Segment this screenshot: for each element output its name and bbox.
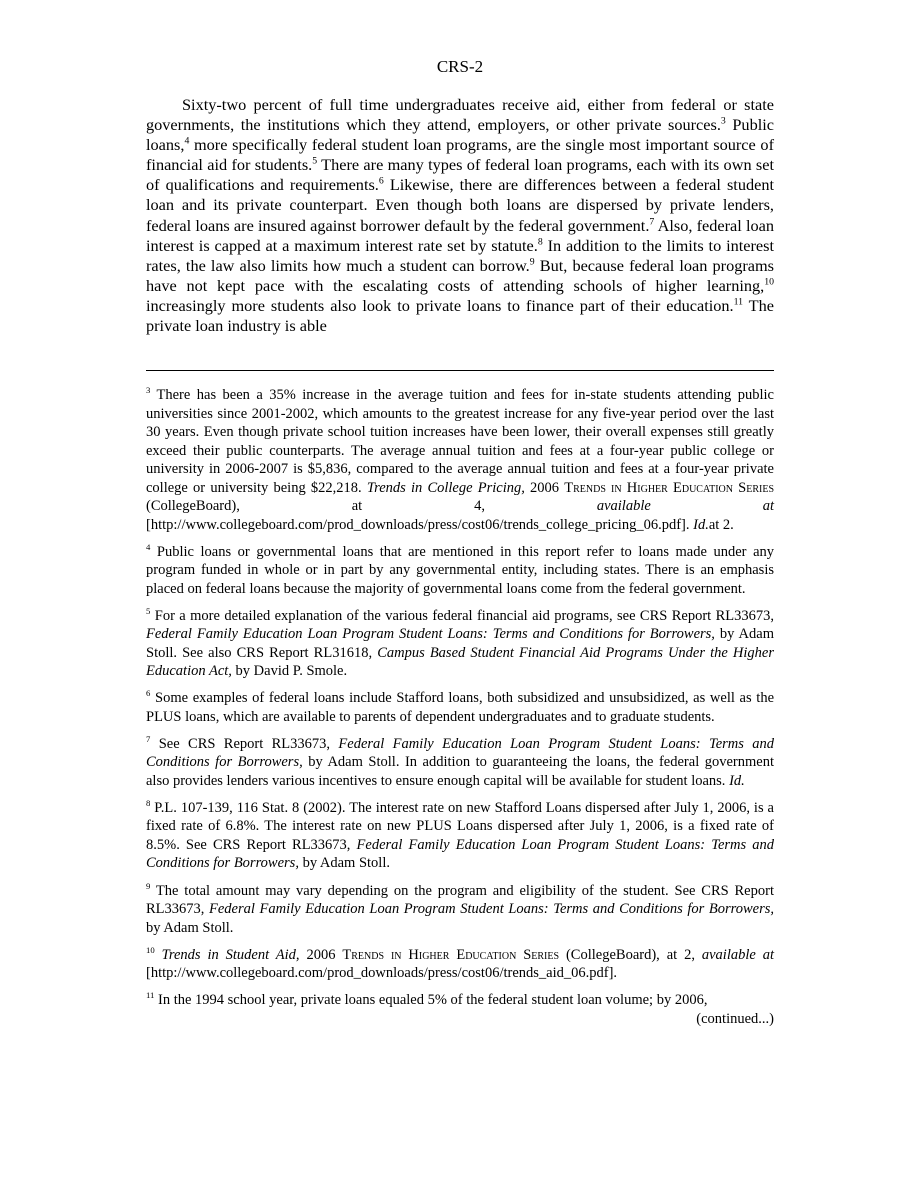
- text-run: by Adam Stoll. See also CRS Report RL31618,: [146, 626, 774, 661]
- text-run: For a more detailed explanation of the various federal financial aid programs, see CRS Report RL33673,: [154, 607, 775, 624]
- footnote-8: [146, 799, 774, 873]
- text-run: See CRS Report RL33673,: [158, 735, 339, 752]
- small-caps-text: Trends in Higher Education Series: [342, 946, 560, 963]
- italic-text: Federal Family Education Loan Program Student Loans: Terms and Conditions for Borrowers,: [146, 836, 775, 872]
- footnote-4: [146, 543, 774, 599]
- text-run: by Adam Stoll.: [146, 919, 234, 936]
- text-run: In addition to the limits to interest rates, the law also limits how much a student can borrow.: [146, 235, 775, 275]
- footnote-number: 11: [146, 990, 155, 1001]
- text-run: 2006: [299, 946, 343, 963]
- text-run: There are many types of federal loan programs, each with its own set of qualifications and requirements.: [146, 155, 774, 195]
- text-run: Sixty-two percent of full time undergraduates receive aid, either from federal or state governments, the institutions which they attend, employers, or other private sources.: [146, 95, 774, 135]
- text-run: Some examples of federal loans include Stafford loans, both subsidized and unsubsidized, as well as the PLUS loans, which are available to parents of dependent undergraduates and to graduate students.: [146, 690, 775, 725]
- footnote-6: [146, 689, 774, 726]
- footnote-reference: 7: [649, 216, 655, 228]
- footnote-11: [146, 991, 774, 1010]
- text-run: P.L. 107-139, 116 Stat. 8 (2002). The interest rate on new Stafford Loans dispersed after July 1, 2006, is a fixed rate of 6.8%. The interest rate on new PLUS Loans dispersed after July 1, 2006, is a fixed rate of 8.5%. See CRS Report RL33673,: [146, 799, 774, 853]
- footnote-reference: 9: [529, 256, 535, 268]
- footnote-separator: [146, 370, 774, 371]
- footnote-number: 3: [146, 385, 151, 396]
- footnote-reference: 8: [537, 236, 543, 248]
- footnote-reference: 6: [378, 175, 384, 187]
- text-run: 2006: [524, 479, 565, 496]
- text-run: Likewise, there are differences between a federal student loan and its private counterpart. Even though both loans are dispersed by private lenders, federal loans are insured against borrower default by the federal government.: [146, 175, 774, 235]
- italic-text: Campus Based Student Financial Aid Programs Under the Higher Education Act,: [146, 644, 775, 680]
- italic-text: Trends in College Pricing,: [366, 479, 525, 496]
- footnote-3: [146, 386, 774, 534]
- italic-text: Federal Family Education Loan Program Student Loans: Terms and Conditions for Borrowers,: [209, 901, 774, 918]
- italic-text: available at: [701, 946, 775, 963]
- continued-label: (continued...): [696, 1010, 774, 1027]
- footnote-reference: 10: [764, 276, 774, 288]
- footnote-number: 6: [146, 688, 151, 699]
- body-paragraph: [146, 95, 774, 336]
- text-run: Public loans,: [146, 115, 774, 155]
- text-run: by Adam Stoll.: [298, 855, 390, 872]
- footnote-number: 7: [146, 734, 151, 745]
- text-run: by Adam Stoll. In addition to guaranteeing the loans, the federal government also provides lenders various incentives to ensure enough capital will be available for student loans.: [146, 754, 774, 789]
- footnote-number: 4: [146, 541, 151, 552]
- text-run: (CollegeBoard), at 2,: [559, 946, 702, 963]
- text-run: by David P. Smole.: [231, 663, 348, 680]
- text-run: The private loan industry is able: [146, 295, 774, 336]
- footnote-10: [146, 946, 774, 983]
- text-run: (CollegeBoard), at 4,: [146, 498, 597, 514]
- footnote-reference: 4: [184, 135, 190, 147]
- page-header: CRS-2: [436, 57, 484, 76]
- footnote-reference: 3: [720, 115, 726, 127]
- footnote-5: [146, 607, 774, 681]
- text-run: Also, federal loan interest is capped at a maximum interest rate set by statute.: [146, 215, 775, 255]
- footnote-number: 9: [146, 880, 151, 891]
- footnote-number: 10: [146, 944, 155, 955]
- text-run: Public loans or governmental loans that are mentioned in this report refer to loans made under any program funded in whole or in part by any governmental entity, including states. There is an emphasis placed on federal loans because the majority of governmental loans come from the federal government.: [146, 543, 774, 597]
- footnote-7: [146, 735, 774, 791]
- text-run: There has been a 35% increase in the average tuition and fees for in-state students attending public universities since 2001-2002, which amounts to the greatest increase for any five-year period over the last 30 years. Even though private school tuition increases have been lower, their overall expenses still greatly exceed their public counterparts. The average annual tuition and fees at a four-year public college or university in 2006-2007 is $5,836, compared to the average annual tuition and fees at a four-year private college or university being $22,218.: [146, 387, 774, 496]
- footnote-reference: 5: [312, 155, 318, 167]
- footnotes-section: [146, 386, 774, 1028]
- text-run: In the 1994 school year, private loans equaled 5% of the federal student loan volume; by 2006,: [158, 992, 708, 1009]
- small-caps-text: Trends in Higher Education Series: [564, 479, 775, 496]
- text-run: more specifically federal student loan programs, are the single most important source of financial aid for students.: [146, 135, 774, 175]
- footnote-reference: 11: [733, 296, 744, 308]
- text-run: [http://www.collegeboard.com/prod_downloads/press/cost06/trends_college_pricing_06.pdf].: [146, 516, 694, 533]
- text-run: increasingly more students also look to private loans to finance part of their education.: [146, 295, 734, 315]
- italic-text: Federal Family Education Loan Program Student Loans: Terms and Conditions for Borrowers,: [146, 626, 715, 643]
- italic-text: Id.: [729, 772, 745, 789]
- italic-text: Trends in Student Aid,: [161, 946, 300, 963]
- italic-text: Id.: [693, 516, 709, 533]
- text-run: But, because federal loan programs have not kept pace with the escalating costs of attending schools of higher learning,: [146, 255, 775, 295]
- text-run: The total amount may vary depending on the program and eligibility of the student. See CRS Report RL33673,: [146, 882, 774, 918]
- text-run: at 2.: [708, 516, 734, 533]
- footnote-9: [146, 882, 774, 938]
- italic-text: Federal Family Education Loan Program Student Loans: Terms and Conditions for Borrowers,: [146, 735, 775, 771]
- footnote-number: 8: [146, 798, 151, 809]
- text-run: [http://www.collegeboard.com/prod_downloads/press/cost06/trends_aid_06.pdf].: [146, 965, 618, 982]
- italic-text: available at: [596, 498, 774, 514]
- footnote-number: 5: [146, 605, 151, 616]
